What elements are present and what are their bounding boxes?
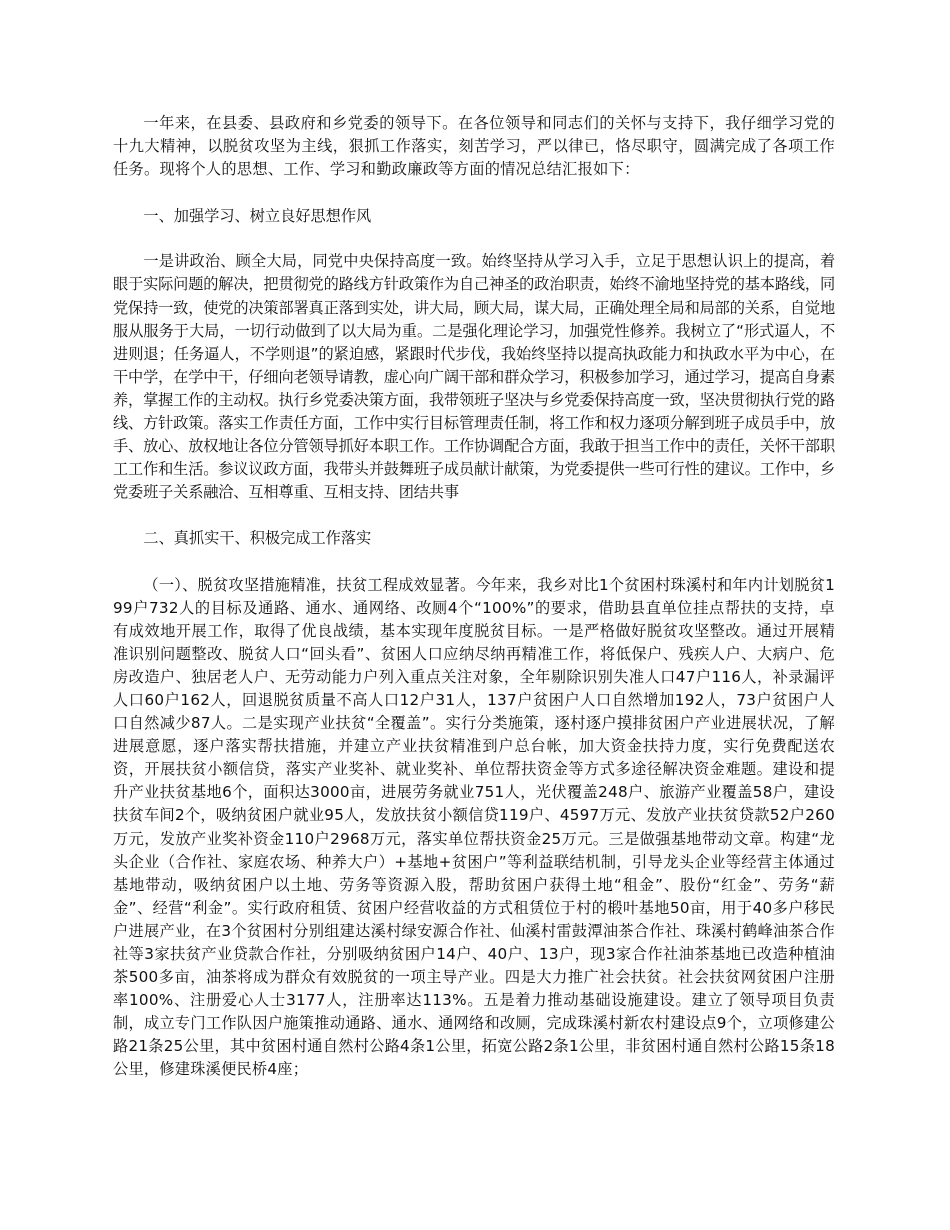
section-heading-2: 二、真抓实干、积极完成工作落实: [143, 529, 372, 548]
section-1-paragraph: 一是讲政治、顾全大局，同党中央保持高度一致。始终坚持从学习入手，立足于思想认识上的提高，着眼于实际问题的解决，把贯彻党的路线方针政策作为自己神圣的政治职责，始终不渝地坚持党的基本路线，同党保持一致，使党的决策部署真正落到实处，讲大局，顾大局，谋大局，正确处理全局和局部的关系，自觉地服从服务于大局，一切行动做到了以大局为重。二是强化理论学习，加强党性修养。我树立了“形式逼人，不进则退；任务逼人，不学则退”的紧迫感，紧跟时代步伐，我始终坚持以提高执政能力和执政水平为中心，在干中学，在学中干，仔细向老领导请教，虚心向广阔干部和群众学习，积极参加学习，通过学习，提高自身素养，掌握工作的主动权。执行乡党委决策方面，我带领班子坚决与乡党委保持高度一致，坚决贯彻执行党的路线、方针政策。落实工作责任方面，工作中实行目标管理责任制，将工作和权力逐项分解到班子成员手中，放手、放心、放权地让各位分管领导抓好本职工作。工作协调配合方面，我敢于担当工作中的责任，关怀干部职工工作和生活。参议议政方面，我带头并鼓舞班子成员献计献策，为党委提供一些可行性的建议。工作中，乡党委班子关系融洽、互相尊重、互相支持、团结共事: [113, 252, 835, 502]
document-body: [113, 112, 835, 1082]
section-2-paragraph: （一）、脱贫攻坚措施精准，扶贫工程成效显著。今年来，我乡对比1个贫困村珠溪村和年内计划脱贫199户732人的目标及通路、通水、通网络、改厕4个“100%”的要求，借助县直单位挂点帮扶的支持，卓有成效地开展工作，取得了优良战绩，基本实现年度脱贫目标。一是严格做好脱贫攻坚整改。通过开展精准识别问题整改、脱贫人口“回头看”、贫困人口应纳尽纳再精准工作，将低保户、残疾人户、大病户、危房改造户、独居老人户、无劳动能力户列入重点关注对象，全年剔除识别失准人口47户116人，补录漏评人口60户162人，回退脱贫质量不高人口12户31人，137户贫困户人口自然增加192人，73户贫困户人口自然减少87人。二是实现产业扶贫“全覆盖”。实行分类施策，逐村逐户摸排贫困户产业进展状况，了解进展意愿，逐户落实帮扶措施，并建立产业扶贫精准到户总台帐，加大资金扶持力度，实行免费配送农资，开展扶贫小额信贷，落实产业奖补、就业奖补、单位帮扶资金等方式多途径解决资金难题。建设和提升产业扶贫基地6个，面积达3000亩，进展劳务就业751人，光伏覆盖248户、旅游产业覆盖58户，建设扶贫车间2个，吸纳贫困户就业95人，发放扶贫小额信贷119户、4597万元、发放产业扶贫贷款52户260万元，发放产业奖补资金110户2968万元，落实单位帮扶资金25万元。三是做强基地带动文章。构建“龙头企业（合作社、家庭农场、种养大户）+基地+贫困户”等利益联结机制，引导龙头企业等经营主体通过基地带动，吸纳贫困户以土地、劳务等资源入股，帮助贫困户获得土地“租金”、股份“红金”、劳务“薪金”、经营“利金”。实行政府租赁、贫困户经营收益的方式租赁位于村的椴叶基地50亩，用于40多户移民户进展产业，在3个贫困村分别组建达溪村绿安源合作社、仙溪村雷鼓潭油茶合作社、珠溪村鹤峰油茶合作社等3家扶贫产业贷款合作社，分别吸纳贫困户14户、40户、13户，现3家合作社油茶基地已改造种植油茶500多亩，油茶将成为群众有效脱贫的一项主导产业。四是大力推广社会扶贫。社会扶贫网贫困户注册率100%、注册爱心人士3177人，注册率达113%。五是着力推动基础设施建设。建立了领导项目负责制，成立专门工作队因户施策推动通路、通水、通网络和改厕，完成珠溪村新农村建设点9个，立项修建公路21条25公里，其中贫困村通自然村公路4条1公里，拓宽公路2条1公里，非贫困村通自然村公路15条18公里，修建珠溪便民桥4座；: [113, 575, 835, 1079]
section-heading-1: 一、加强学习、树立良好思想作风: [143, 207, 372, 226]
intro-paragraph: 一年来，在县委、县政府和乡党委的领导下。在各位领导和同志们的关怀与支持下，我仔细学习党的十九大精神，以脱贫攻坚为主线，狠抓工作落实，刻苦学习，严以律已，恪尽职守，圆满完成了各项工作任务。现将个人的思想、工作、学习和勤政廉政等方面的情况总结汇报如下：: [113, 114, 835, 179]
